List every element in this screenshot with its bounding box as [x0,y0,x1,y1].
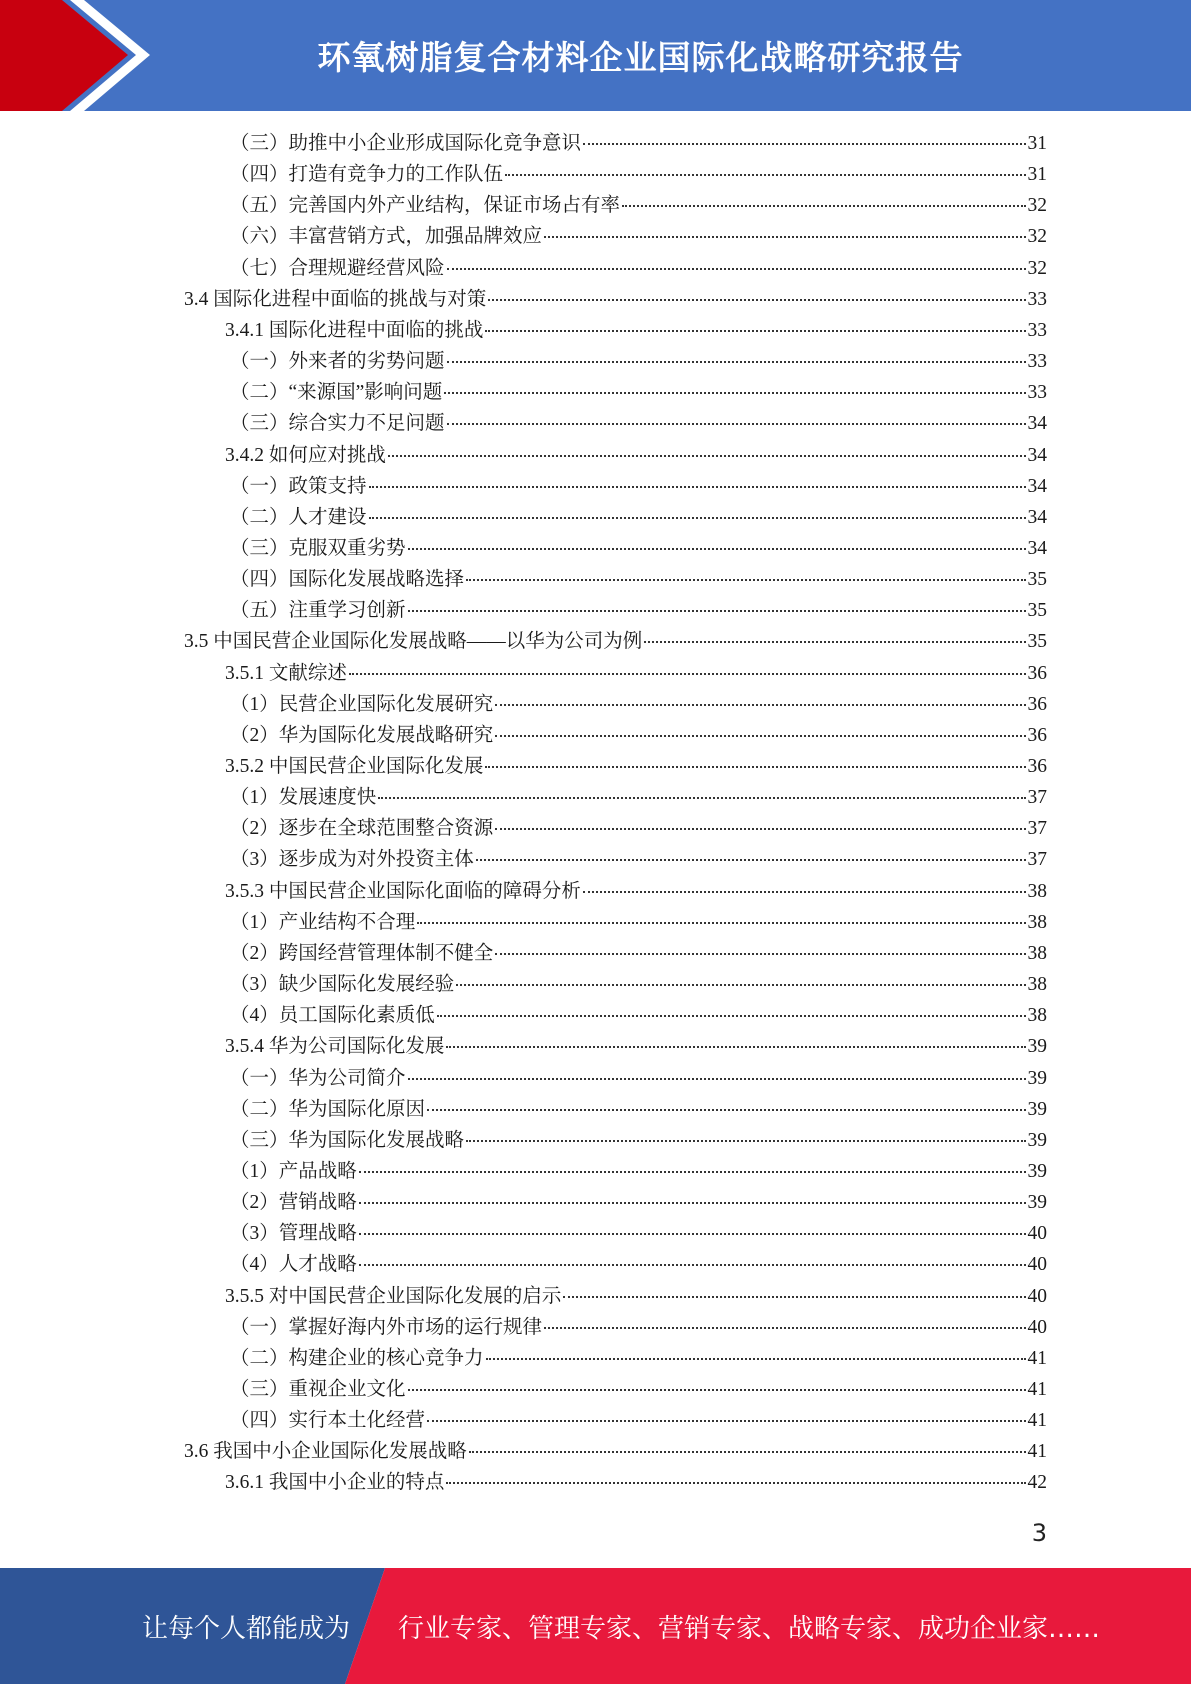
report-title: 环氧树脂复合材料企业国际化战略研究报告 [317,38,964,77]
toc-dot-leader [388,455,1026,457]
toc-entry-label: （1）产业结构不合理 [230,911,416,933]
toc-dot-leader [495,828,1025,830]
toc-entry-page: 33 [1027,382,1047,404]
toc-entry-label: 3.5.3 中国民营企业国际化面临的障碍分析 [225,880,581,902]
toc-entry-page: 32 [1027,195,1047,217]
toc-dot-leader [644,641,1025,643]
toc-entry[interactable] [230,346,1047,377]
toc-entry[interactable] [230,1374,1047,1405]
toc-entry[interactable] [230,720,1047,751]
toc-entry[interactable] [225,751,1047,782]
toc-dot-leader [408,1389,1026,1391]
toc-entry-page: 39 [1027,1129,1047,1151]
toc-entry-label: 3.5.2 中国民营企业国际化发展 [225,756,484,777]
toc-entry-label: （四）国际化发展战略选择 [230,569,465,591]
toc-entry-label: （五）完善国内外产业结构，保证市场占有率 [230,195,621,217]
toc-dot-leader [583,143,1025,145]
toc-entry-label: （2）营销战略 [230,1192,357,1214]
toc-entry-label: （3）缺少国际化发展经验 [230,974,455,996]
toc-entry-label: （二）“来源国”影响问题 [230,382,443,404]
toc-dot-leader [495,735,1025,737]
toc-entry-page: 38 [1027,880,1047,902]
toc-dot-leader [505,174,1025,176]
toc-entry-label: （三）重视企业文化 [230,1379,406,1400]
toc-entry[interactable] [184,626,1047,657]
toc-entry-label: （二）人才建设 [230,506,367,528]
toc-entry-label: （二）华为国际化原因 [230,1098,426,1120]
toc-dot-leader [369,517,1026,519]
toc-entry-label: 3.4 国际化进程中面临的挑战与对策 [184,288,487,310]
toc-dot-leader [488,299,1025,301]
toc-entry[interactable] [230,782,1047,813]
toc-entry-page: 38 [1027,974,1047,996]
toc-entry-page: 40 [1027,1254,1047,1276]
toc-dot-leader [485,766,1025,768]
toc-entry[interactable] [230,533,1047,564]
toc-entry-label: （一）外来者的劣势问题 [230,351,445,373]
toc-entry[interactable] [230,502,1047,533]
toc-dot-leader [469,1451,1026,1453]
toc-entry-page: 32 [1027,226,1047,248]
toc-entry[interactable] [230,159,1047,190]
toc-entry[interactable] [230,1343,1047,1374]
toc-entry[interactable] [230,969,1047,1000]
toc-entry-page: 38 [1027,942,1047,964]
toc-entry-page: 32 [1027,257,1047,279]
toc-entry-label: （三）助推中小企业形成国际化竞争意识 [230,133,582,154]
toc-entry[interactable] [230,907,1047,938]
toc-entry[interactable] [230,813,1047,844]
toc-entry-label: （三）克服双重劣势 [230,537,406,559]
toc-entry-page: 40 [1027,1316,1047,1338]
toc-entry-label: （四）打造有竞争力的工作队伍 [230,164,504,186]
toc-entry-label: （1）民营企业国际化发展研究 [230,693,494,715]
toc-dot-leader [466,1140,1025,1142]
toc-entry-page: 34 [1027,444,1047,466]
toc-entry[interactable] [230,938,1047,969]
toc-entry[interactable] [230,471,1047,502]
toc-entry-page: 41 [1027,1347,1047,1369]
toc-entry[interactable] [184,284,1047,315]
toc-entry-label: （一）掌握好海内外市场的运行规律 [230,1316,543,1338]
toc-dot-leader [485,330,1025,332]
toc-entry-label: 3.5.4 华为公司国际化发展 [225,1036,445,1058]
toc-dot-leader [447,268,1026,270]
toc-entry[interactable] [230,253,1047,284]
toc-entry-label: （4）员工国际化素质低 [230,1005,435,1027]
toc-entry-page: 34 [1027,475,1047,497]
toc-entry-page: 37 [1027,849,1047,871]
toc-dot-leader [378,797,1025,799]
toc-entry[interactable] [225,440,1047,471]
toc-entry[interactable] [230,564,1047,595]
toc-dot-leader [447,361,1026,363]
toc-entry-page: 36 [1027,756,1047,777]
toc-dot-leader [446,1046,1025,1048]
toc-entry-page: 37 [1027,787,1047,809]
toc-entry-page: 36 [1027,724,1047,746]
red-arrow-decoration [0,0,170,111]
toc-entry-page: 41 [1027,1410,1047,1432]
footer-banner [0,1568,1191,1684]
toc-entry-label: （七）合理规避经营风险 [230,257,445,279]
toc-dot-leader [444,392,1025,394]
toc-entry-label: 3.6 我国中小企业国际化发展战略 [184,1441,467,1463]
toc-entry-page: 36 [1027,662,1047,684]
toc-entry-label: 3.4.1 国际化进程中面临的挑战 [225,319,484,341]
toc-entry-label: （2）跨国经营管理体制不健全 [230,942,494,964]
toc-entry-page: 31 [1027,164,1047,186]
toc-entry-label: （4）人才战略 [230,1254,357,1276]
toc-dot-leader [544,1327,1025,1329]
toc-dot-leader [437,1015,1026,1017]
toc-dot-leader [544,236,1025,238]
toc-entry-page: 38 [1027,911,1047,933]
toc-entry[interactable] [230,1187,1047,1218]
toc-entry-label: （四）实行本土化经营 [230,1410,426,1432]
toc-dot-leader [408,610,1026,612]
toc-entry-page: 31 [1027,133,1047,154]
toc-dot-leader [446,1482,1025,1484]
toc-entry-label: （2）逐步在全球范围整合资源 [230,818,494,840]
toc-entry-label: （3）管理战略 [230,1223,357,1245]
toc-entry-label: （3）逐步成为对外投资主体 [230,849,474,871]
report-header [0,0,1191,111]
toc-entry-page: 36 [1027,693,1047,715]
toc-entry-label: 3.6.1 我国中小企业的特点 [225,1472,445,1494]
toc-dot-leader [349,673,1026,675]
toc-dot-leader [622,205,1025,207]
toc-entry[interactable] [230,190,1047,221]
toc-entry-page: 38 [1027,1005,1047,1027]
toc-entry-page: 33 [1027,288,1047,310]
toc-dot-leader [408,548,1026,550]
toc-entry-label: 3.5.1 文献综述 [225,662,347,684]
toc-entry-page: 40 [1027,1223,1047,1245]
toc-dot-leader [408,1078,1026,1080]
toc-dot-leader [359,1264,1026,1266]
footer-slogan-right: 行业专家、管理专家、营销专家、战略专家、成功企业家…… [398,1613,1101,1644]
toc-entry-label: 3.4.2 如何应对挑战 [225,444,386,466]
toc-entry[interactable] [230,595,1047,626]
toc-entry[interactable] [230,221,1047,252]
toc-entry[interactable] [225,1281,1047,1312]
toc-entry-page: 34 [1027,413,1047,435]
toc-entry-page: 34 [1027,506,1047,528]
toc-entry-page: 35 [1027,569,1047,591]
toc-entry[interactable] [225,658,1047,689]
toc-entry[interactable] [225,1467,1047,1498]
toc-entry[interactable] [230,128,1047,159]
toc-entry[interactable] [230,1312,1047,1343]
toc-entry[interactable] [225,876,1047,907]
toc-entry-page: 41 [1027,1441,1047,1463]
toc-entry-page: 37 [1027,818,1047,840]
toc-dot-leader [427,1420,1025,1422]
toc-entry[interactable] [230,1405,1047,1436]
toc-entry-page: 39 [1027,1098,1047,1120]
toc-entry[interactable] [230,1125,1047,1156]
toc-entry-label: （1）产品战略 [230,1160,357,1182]
toc-entry[interactable] [230,408,1047,439]
toc-entry-page: 39 [1027,1036,1047,1058]
toc-entry-page: 39 [1027,1067,1047,1089]
toc-entry[interactable] [230,1063,1047,1094]
toc-entry[interactable] [184,1436,1047,1467]
toc-entry[interactable] [230,377,1047,408]
toc-dot-leader [417,922,1025,924]
toc-entry-label: （三）华为国际化发展战略 [230,1129,465,1151]
footer-slogan-left: 让每个人都能成为 [142,1613,351,1644]
toc-entry[interactable] [230,1156,1047,1187]
toc-entry-page: 42 [1027,1472,1047,1494]
toc-dot-leader [456,984,1025,986]
toc-dot-leader [495,953,1025,955]
page-number: 3 [1031,1519,1047,1547]
toc-entry-label: （二）构建企业的核心竞争力 [230,1347,484,1369]
toc-entry[interactable] [230,1000,1047,1031]
toc-entry[interactable] [230,844,1047,875]
toc-entry-label: （1）发展速度快 [230,787,377,809]
toc-entry-page: 40 [1027,1285,1047,1307]
toc-dot-leader [495,704,1025,706]
toc-dot-leader [359,1233,1026,1235]
toc-entry-label: （五）注重学习创新 [230,600,406,622]
toc-dot-leader [359,1171,1026,1173]
toc-dot-leader [359,1202,1026,1204]
toc-entry-label: 3.5.5 对中国民营企业国际化发展的启示 [225,1285,562,1307]
toc-entry[interactable] [230,1094,1047,1125]
toc-dot-leader [476,859,1026,861]
toc-dot-leader [466,579,1025,581]
toc-dot-leader [427,1109,1025,1111]
toc-dot-leader [563,1296,1025,1298]
toc-dot-leader [486,1358,1026,1360]
toc-dot-leader [583,891,1026,893]
toc-entry-label: （六）丰富营销方式，加强品牌效应 [230,226,543,248]
toc-dot-leader [369,486,1026,488]
toc-entry[interactable] [230,689,1047,720]
toc-entry-label: （一）华为公司简介 [230,1067,406,1089]
toc-entry-page: 39 [1027,1192,1047,1214]
toc-entry[interactable] [225,315,1047,346]
toc-entry-label: （2）华为国际化发展战略研究 [230,724,494,746]
toc-entry-label: 3.5 中国民营企业国际化发展战略——以华为公司为例 [184,631,643,653]
toc-entry[interactable] [230,1249,1047,1280]
toc-entry-page: 33 [1027,351,1047,373]
toc-dot-leader [447,423,1026,425]
toc-entry-page: 33 [1027,319,1047,341]
toc-entry[interactable] [225,1031,1047,1062]
toc-entry-page: 41 [1027,1379,1047,1400]
toc-entry-page: 35 [1027,600,1047,622]
toc-entry-page: 39 [1027,1160,1047,1182]
toc-entry[interactable] [230,1218,1047,1249]
toc-entry-page: 34 [1027,537,1047,559]
toc-entry-page: 35 [1027,631,1047,653]
toc-entry-label: （三）综合实力不足问题 [230,413,445,435]
toc-entry-label: （一）政策支持 [230,475,367,497]
